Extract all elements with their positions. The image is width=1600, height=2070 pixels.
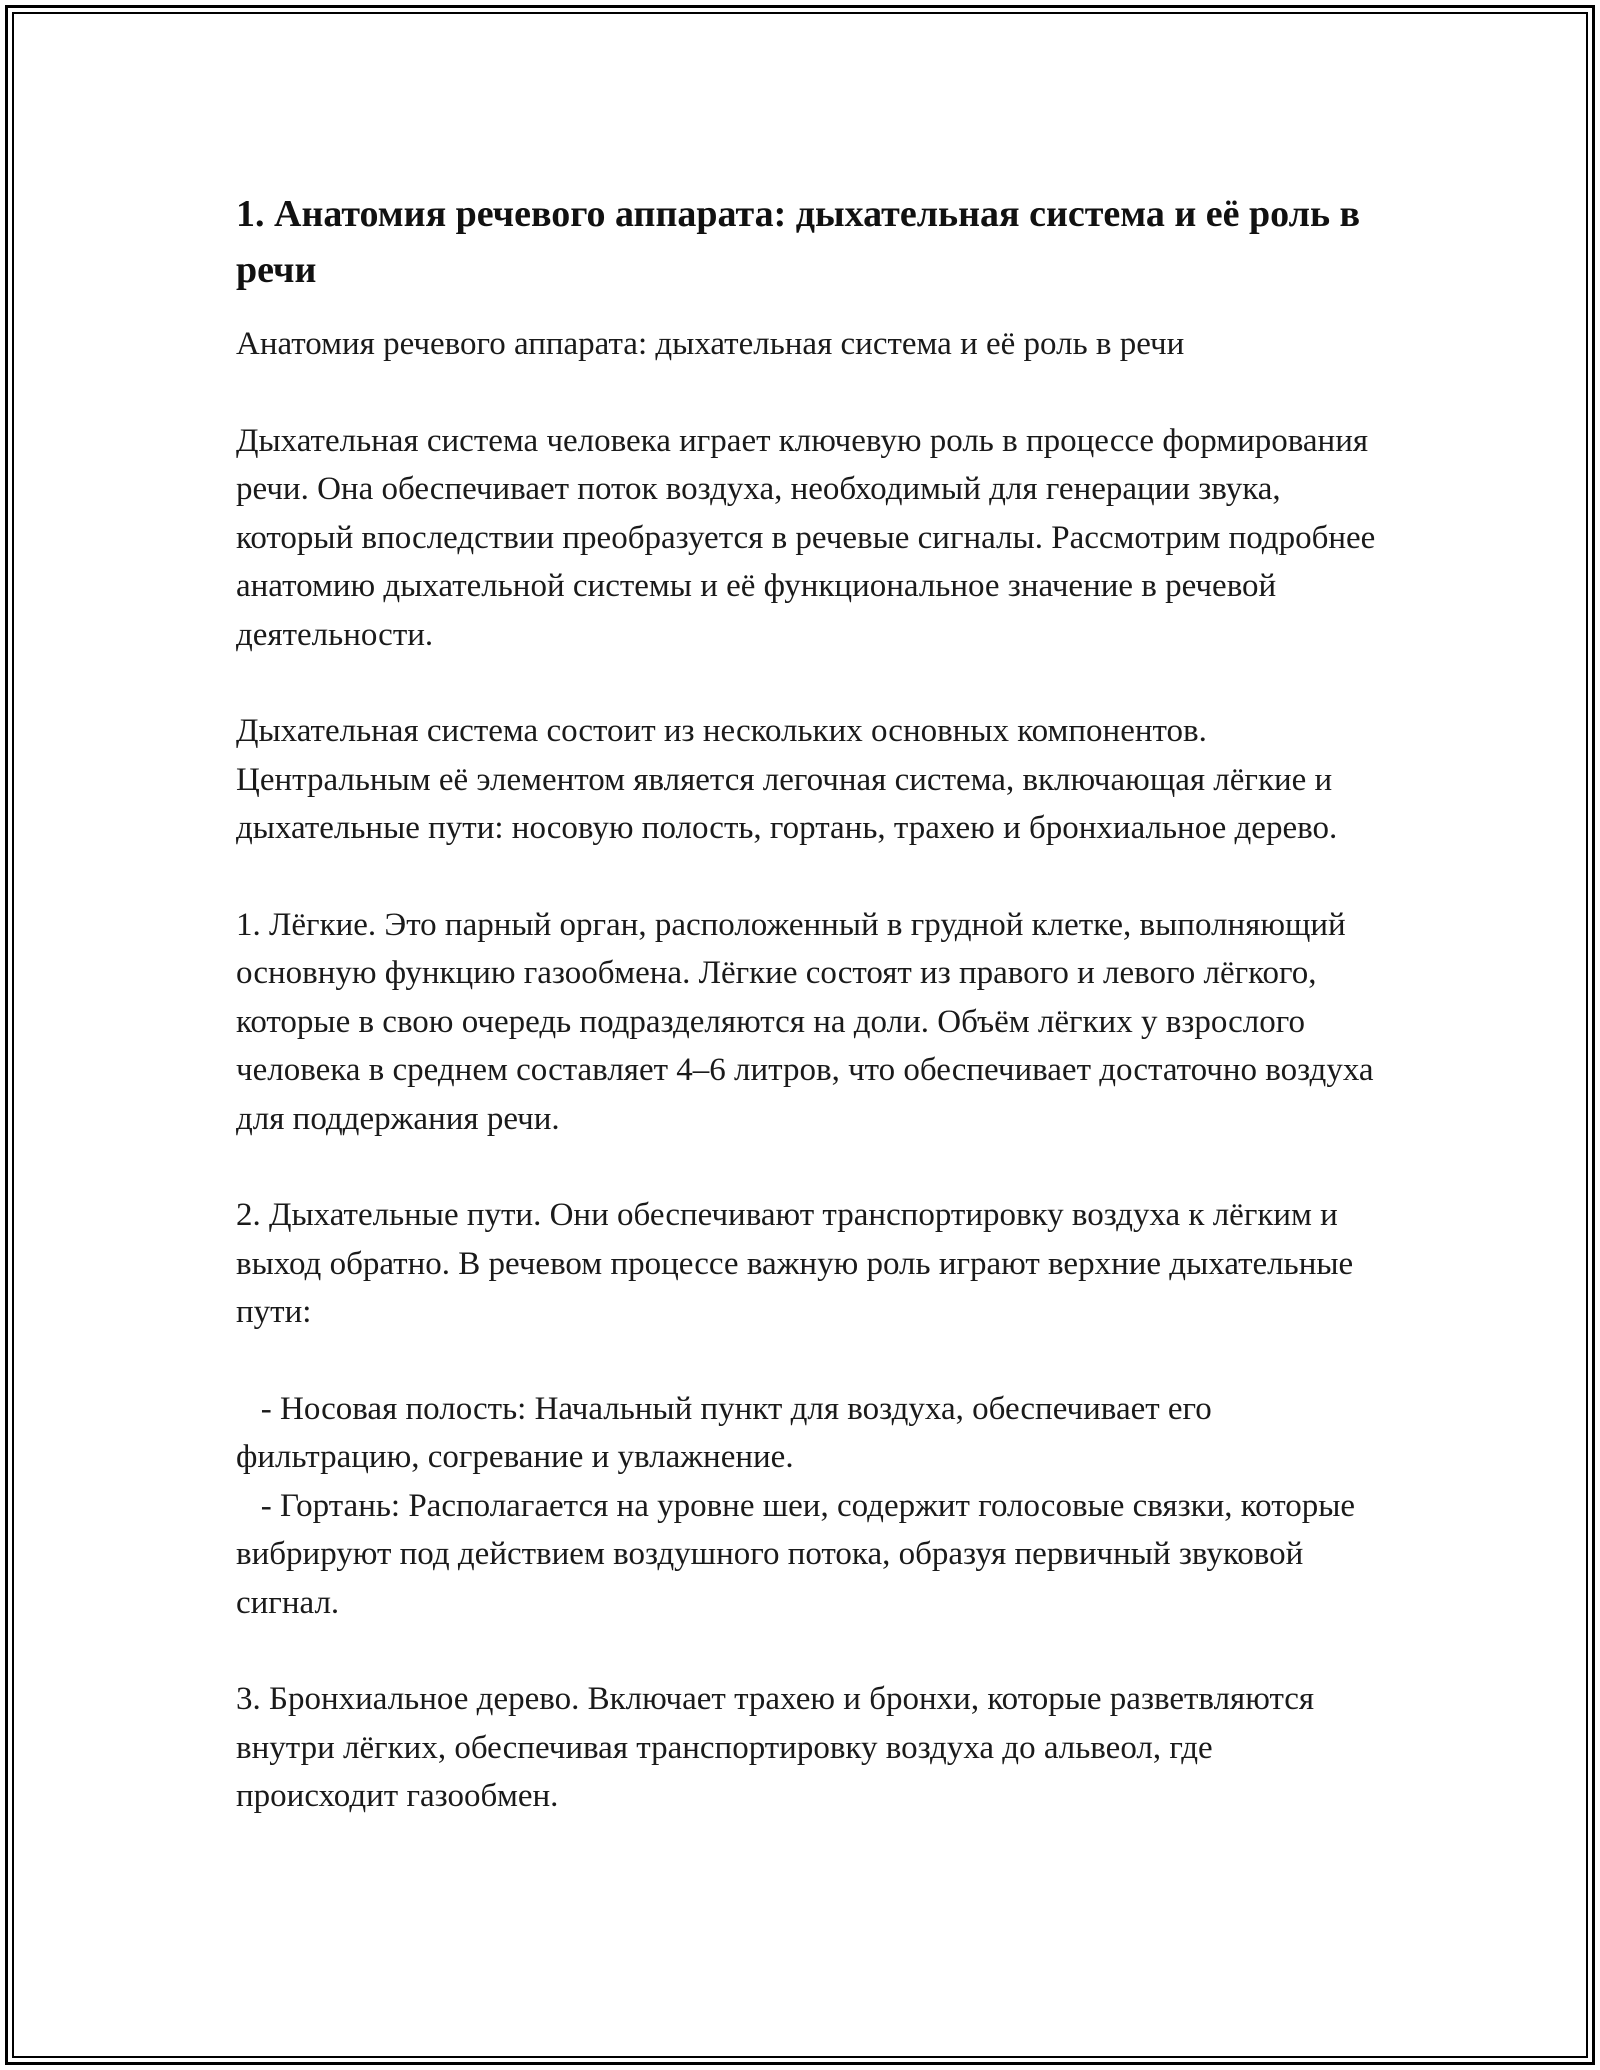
list-item-nasal-cavity: - Носовая полость: Начальный пункт для воздуха, обеспечивает его фильтрацию, согревание и увлажнение. — [236, 1390, 1221, 1475]
paragraph-components: Дыхательная система состоит из нескольких основных компонентов. Центральным её элементом является легочная система, включающая лёгкие и дыхательные пути: носовую полость, гортань, трахею и бронхиальное дерево. — [236, 713, 1341, 846]
section-heading: 1. Анатомия речевого аппарата: дыхательная система и её роль в речи — [236, 193, 1361, 291]
paragraph-airways: 2. Дыхательные пути. Они обеспечивают транспортировку воздуха к лёгким и выход обратно. В речевом процессе важную роль играют верхние дыхательные пути: — [236, 1197, 1362, 1330]
paragraph-bronchial-tree: 3. Бронхиальное дерево. Включает трахею и бронхи, которые разветвляются внутри лёгких, обеспечивая транспортировку воздуха до альвеол, где происходит газообмен. — [236, 1681, 1323, 1814]
list-item-larynx: - Гортань: Располагается на уровне шеи, содержит голосовые связки, которые вибрируют под действием воздушного потока, образуя первичный звуковой сигнал. — [236, 1487, 1364, 1621]
paragraph-intro: Дыхательная система человека играет ключевую роль в процессе формирования речи. Она обеспечивает поток воздуха, необходимый для генерации звука, который впоследствии преобразуется в речевые сигналы. Рассмотрим подробнее анатомию дыхательной системы и её функциональное значение в речевой деятельности. — [236, 422, 1384, 653]
section-subtitle: Анатомия речевого аппарата: дыхательная система и её роль в речи — [236, 326, 1185, 362]
document-body — [236, 186, 1384, 1869]
paragraph-lungs: 1. Лёгкие. Это парный орган, расположенный в грудной клетке, выполняющий основную функцию газообмена. Лёгкие состоят из правого и левого лёгкого, которые в свою очередь подразделяются на доли. Объём лёгких у взрослого человека в среднем составляет 4–6 литров, что обеспечивает достаточно воздуха для поддержания речи. — [236, 906, 1382, 1137]
